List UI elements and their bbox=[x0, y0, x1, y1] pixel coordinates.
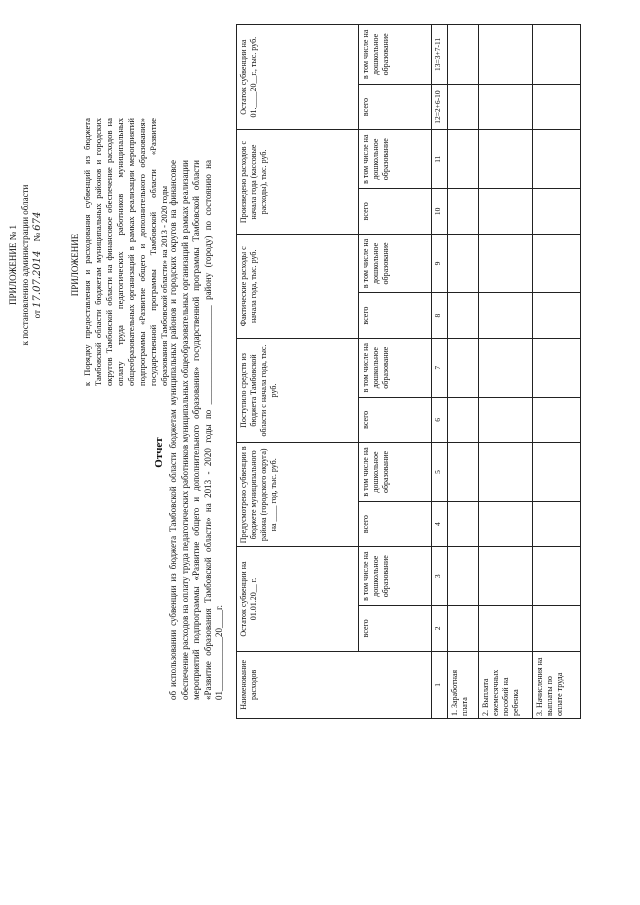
appendix-title: ПРИЛОЖЕНИЕ № 1 bbox=[8, 224, 18, 306]
column-number: 5 bbox=[432, 443, 448, 502]
row-label: 1. Заработная плата bbox=[448, 651, 478, 718]
column-number: 1 bbox=[432, 651, 448, 718]
header-performed: Произведено расходов с начала года (кассовые расходы), тыс. руб. bbox=[237, 130, 359, 234]
table-cell bbox=[478, 501, 533, 547]
table-cell bbox=[448, 547, 478, 606]
order-title: ПРИЛОЖЕНИЕ bbox=[70, 233, 80, 297]
subheader-preschool: в том числе на дошкольное образование bbox=[358, 234, 431, 293]
column-number: 12=2+6-10 bbox=[432, 84, 448, 130]
table-cell bbox=[478, 25, 533, 85]
table-cell bbox=[448, 25, 478, 85]
row-label: 2. Выплата ежемесячных пособий на ребенка bbox=[478, 651, 533, 718]
column-number: 8 bbox=[432, 293, 448, 339]
subheader-total: всего bbox=[358, 189, 431, 235]
report-subtitle: об использовании субвенции из бюджета Тамбовской области бюджетам муниципальных районов и городских округов на финансовое обеспечение расходов на оплату труда педагогических работников муниципальных общеобразовательных организаций в рамках реализации мероприятий подпрограммы «Развитие общего и дополнительного образования» государственной программы Тамбовской области «Развитие образования Тамбовской области» на 2013 - 2020 годы по ______________________ району (городу) по состоянию на 01____________20____г. bbox=[168, 160, 224, 700]
appendix-block bbox=[8, 145, 44, 385]
header-balance-end: Остаток субвенции на 01.____20__г., тыс. руб. bbox=[237, 25, 359, 130]
order-text: к Порядку предоставления и расходования субвенций из бюджета Тамбовской области бюджетам муниципальных районов и городских округов Тамбовской области на финансовое обеспечение расходов на оплату труда педагогических работников муниципальных общеобразовательных организаций в рамках реализации мероприятий подпрограммы «Развитие общего и дополнительного образования» государственной программы Тамбовской области «Развитие образования Тамбовской области» на 2013 - 2020 годы bbox=[82, 118, 169, 386]
column-number: 10 bbox=[432, 189, 448, 235]
column-number: 13=3+7-11 bbox=[432, 25, 448, 85]
table-cell bbox=[533, 397, 581, 443]
table-cell bbox=[448, 130, 478, 189]
subheader-preschool: в том числе на дошкольное образование bbox=[358, 338, 431, 397]
table-cell bbox=[478, 397, 533, 443]
subheader-total: всего bbox=[358, 606, 431, 652]
table-cell bbox=[533, 443, 581, 502]
table-cell bbox=[448, 397, 478, 443]
table-cell bbox=[533, 501, 581, 547]
header-row bbox=[237, 25, 359, 719]
table-cell bbox=[448, 338, 478, 397]
table-cell bbox=[478, 84, 533, 130]
number-prefix: № bbox=[32, 232, 43, 242]
table-cell bbox=[478, 234, 533, 293]
table-cell bbox=[448, 606, 478, 652]
row-label: 3. Начисления на выплаты по оплате труда bbox=[533, 651, 581, 718]
date-prefix: от bbox=[32, 310, 43, 319]
header-planned: Предусмотрено субвенции в бюджете муниципального района (городского округа) на ____ год, тыс. руб. bbox=[237, 443, 359, 547]
table-cell bbox=[533, 606, 581, 652]
table-cell bbox=[533, 338, 581, 397]
subheader-total: всего bbox=[358, 501, 431, 547]
table-row bbox=[448, 25, 478, 719]
subheader-preschool: в том числе на дошкольное образование bbox=[358, 443, 431, 502]
table-cell bbox=[533, 547, 581, 606]
appendix-date-line bbox=[31, 145, 44, 385]
subheader-total: всего bbox=[358, 293, 431, 339]
header-name: Наименование расходов bbox=[237, 651, 432, 718]
subheader-preschool: в том числе на дошкольное образование bbox=[358, 130, 431, 189]
handwritten-date: 17.07.2014 bbox=[32, 250, 44, 308]
column-number: 2 bbox=[432, 606, 448, 652]
subheader-preschool: в том числе на дошкольное образование bbox=[358, 25, 431, 85]
header-received: Поступило средств из бюджета Тамбовской области с начала года, тыс. руб. bbox=[237, 338, 359, 442]
table-cell bbox=[478, 130, 533, 189]
column-number: 11 bbox=[432, 130, 448, 189]
header-balance-start: Остаток субвенции на 01.01.20__ г. bbox=[237, 547, 359, 651]
table-cell bbox=[478, 293, 533, 339]
table-cell bbox=[533, 189, 581, 235]
column-number: 7 bbox=[432, 338, 448, 397]
column-number: 3 bbox=[432, 547, 448, 606]
table-cell bbox=[448, 84, 478, 130]
table-row bbox=[533, 25, 581, 719]
column-number: 4 bbox=[432, 501, 448, 547]
header-actual: Фактические расходы с начала года, тыс. руб. bbox=[237, 234, 359, 338]
table-cell bbox=[478, 443, 533, 502]
table-cell bbox=[478, 338, 533, 397]
subheader-total: всего bbox=[358, 397, 431, 443]
table-cell bbox=[533, 130, 581, 189]
handwritten-number: 674 bbox=[32, 211, 44, 231]
table-cell bbox=[533, 293, 581, 339]
table-cell bbox=[533, 234, 581, 293]
column-number-row bbox=[432, 25, 448, 719]
table-cell bbox=[448, 443, 478, 502]
table-cell bbox=[448, 293, 478, 339]
table-cell bbox=[448, 501, 478, 547]
report-title: Отчет bbox=[153, 437, 165, 468]
table-cell bbox=[478, 606, 533, 652]
column-number: 9 bbox=[432, 234, 448, 293]
appendix-subtitle: к постановлению администрации области bbox=[19, 184, 30, 346]
subheader-preschool: в том числе на дошкольное образование bbox=[358, 547, 431, 606]
table-cell bbox=[533, 84, 581, 130]
table-row bbox=[478, 25, 533, 719]
report-table bbox=[236, 24, 581, 719]
table-cell bbox=[448, 234, 478, 293]
table-cell bbox=[478, 547, 533, 606]
subheader-total: всего bbox=[358, 84, 431, 130]
column-number: 6 bbox=[432, 397, 448, 443]
subheader-row bbox=[358, 25, 431, 719]
table-cell bbox=[478, 189, 533, 235]
table-cell bbox=[533, 25, 581, 85]
table-cell bbox=[448, 189, 478, 235]
